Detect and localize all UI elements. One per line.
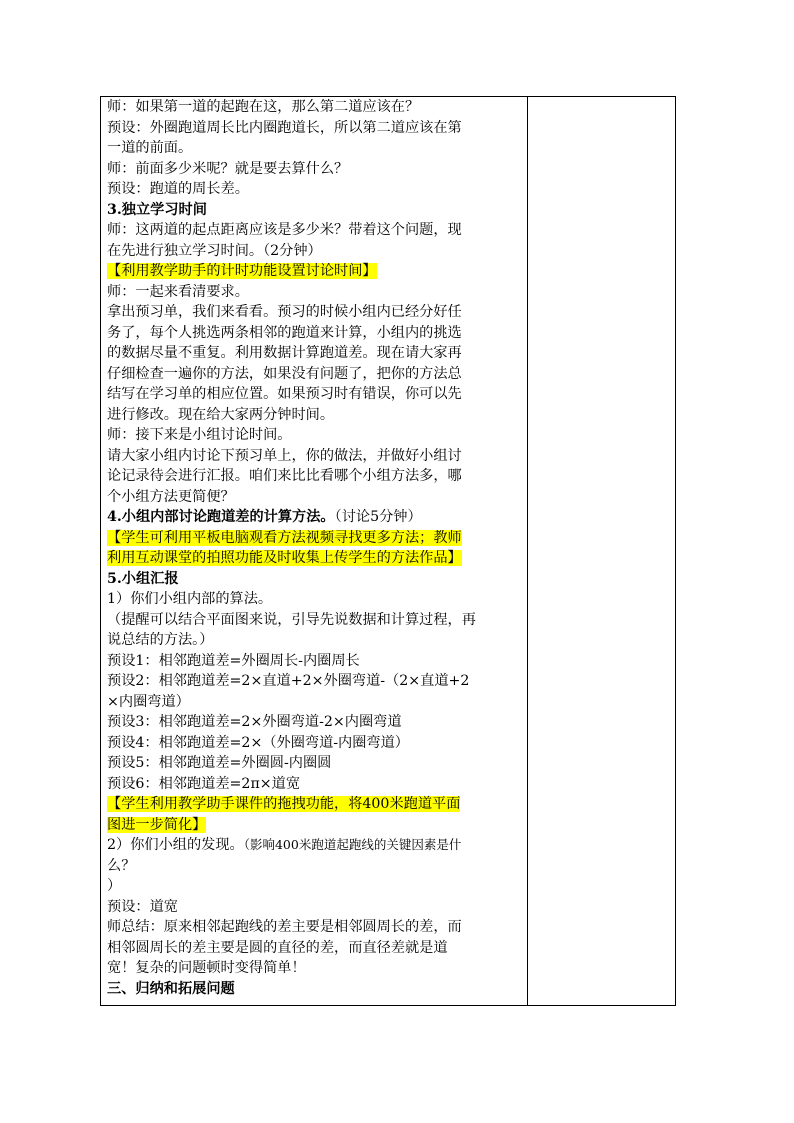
text-line: 在先进行独立学习时间。（2分钟） (107, 242, 322, 259)
text-line: 的数据尽量不重复。利用数据计算跑道差。现在请大家再 (107, 345, 462, 361)
text-line: 进行修改。现在给大家两分钟时间。 (107, 406, 335, 423)
question-note: （影响400米跑道起跑线的关键因素是什 (243, 837, 462, 852)
text-line: 务了，每个人挑选两条相邻的跑道来计算，小组内的挑选 (107, 324, 462, 341)
duration-note: （讨论5分钟） (334, 509, 422, 525)
text-line: 1）你们小组内部的算法。 (107, 591, 273, 607)
text-line: 预设：跑道的周长差。 (107, 181, 249, 197)
text-line: 师总结：原来相邻起跑线的差主要是相邻圆周长的差，而 (107, 919, 462, 935)
text-line: 师：接下来是小组讨论时间。 (107, 427, 292, 443)
highlight-note: 【学生利用教学助手课件的拖拽功能，将400米跑道平面 (107, 796, 461, 812)
text-line: 师：前面多少米呢？就是要去算什么？ (107, 160, 349, 177)
section-heading: 三、归纳和拓展问题 (107, 980, 235, 997)
text-line: 2）你们小组的发现。 (107, 837, 244, 853)
preset-line: 预设4：相邻跑道差=2×（外圈弯道-内圈弯道） (107, 734, 409, 751)
text-line: 宽！复杂的问题顿时变得简单！ (107, 960, 306, 976)
text-line: 师：这两道的起点距离应该是多少米？带着这个问题，现 (107, 222, 462, 238)
lesson-plan-table (100, 96, 676, 1006)
text-line: 请大家小组内讨论下预习单上，你的做法，并做好小组讨 (107, 447, 462, 464)
text-line: 师：如果第一道的起跑在这，那么第二道应该在？ (107, 99, 420, 115)
text-line: 相邻圆周长的差主要是圆的直径的差，而直径差就是道 (107, 939, 448, 956)
text-line: 一道的前面。 (107, 140, 193, 156)
text-line: 论记录待会进行汇报。咱们来比比看哪个小组方法多，哪 (107, 468, 462, 484)
preset-line: 预设1：相邻跑道差=外圈周长-内圈周长 (107, 652, 360, 669)
preset-line: ×内圈弯道） (107, 693, 190, 710)
column-divider (527, 97, 528, 1005)
text-line: 说总结的方法。） (107, 632, 214, 648)
text-line: 仔细检查一遍你的方法，如果没有问题了，把你的方法总 (107, 365, 462, 382)
highlight-note: 【学生可利用平板电脑观看方法视频寻找更多方法；教师 (107, 529, 462, 546)
text-line: 么？ (107, 857, 136, 874)
text-line: 师：一起来看清要求。 (107, 283, 249, 300)
text-line: 结写在学习单的相应位置。如果预习时有错误，你可以先 (107, 386, 462, 402)
preset-line: 预设6：相邻跑道差=2π×道宽 (107, 775, 301, 792)
section-heading: 3.独立学习时间 (107, 201, 207, 218)
preset-line: 预设5：相邻跑道差=外圈圆-内圈圆 (107, 755, 332, 771)
preset-line: 预设2：相邻跑道差=2×直道+2×外圈弯道-（2×直道+2 (107, 673, 470, 689)
text-line: 预设：道宽 (107, 898, 178, 915)
text-line: 拿出预习单，我们来看看。预习的时候小组内已经分好任 (107, 304, 462, 320)
preset-line: 预设3：相邻跑道差=2×外圈弯道-2×内圈弯道 (107, 714, 402, 730)
section-heading: 4.小组内部讨论跑道差的计算方法。 (107, 509, 335, 525)
highlight-note: 利用互动课堂的拍照功能及时收集上传学生的方法作品】 (107, 550, 462, 566)
text-line: 预设：外圈跑道周长比内圈跑道长，所以第二道应该在第 (107, 119, 462, 136)
text-line: ） (107, 878, 122, 894)
text-line: （提醒可以结合平面图来说，引导先说数据和计算过程，再 (107, 611, 476, 628)
section-heading: 5.小组汇报 (107, 570, 179, 587)
text-line: 个小组方法更简便？ (107, 488, 235, 505)
lesson-content-cell (107, 97, 523, 999)
highlight-note: 【利用教学助手的计时功能设置讨论时间】 (107, 263, 377, 279)
highlight-note: 图进一步简化】 (107, 816, 207, 833)
